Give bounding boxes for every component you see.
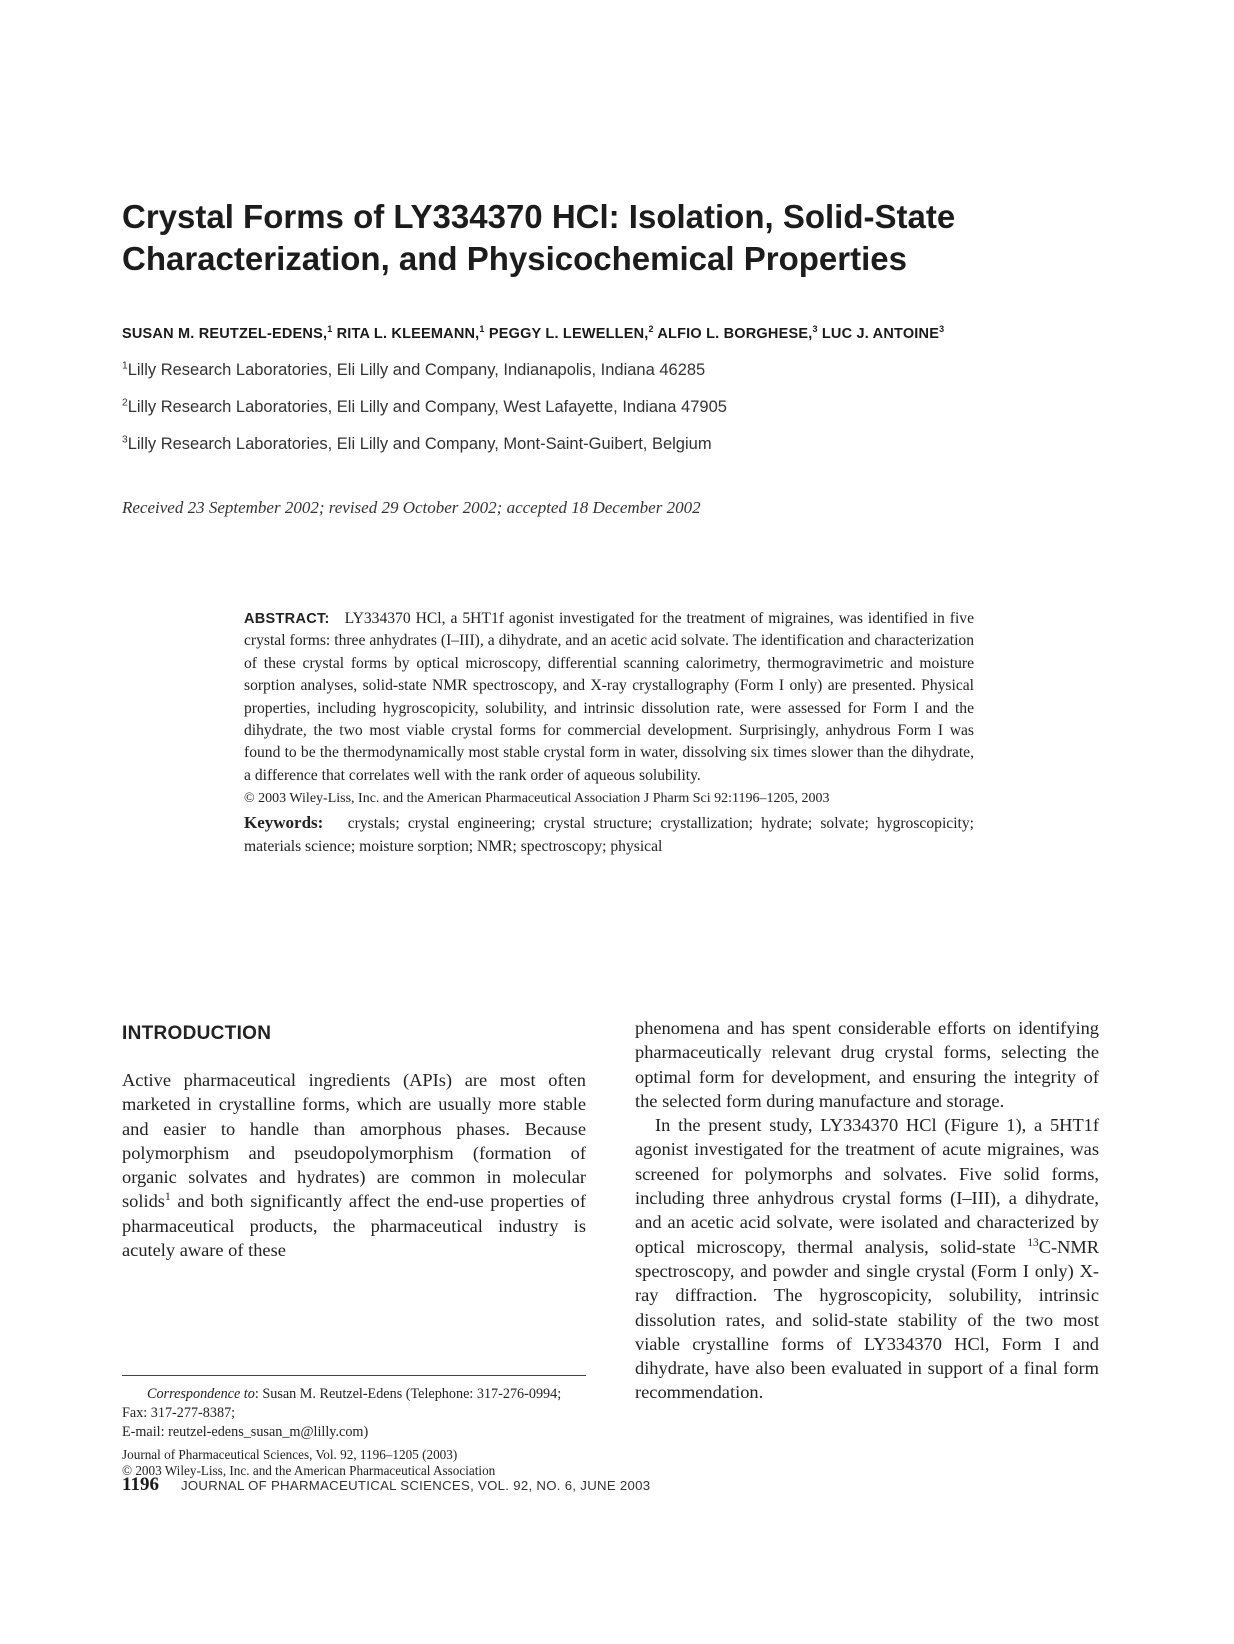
intro-paragraph-2 [635, 1113, 1099, 1405]
author-affiliation-mark: 1 [479, 324, 485, 335]
page-number: 1196 [122, 1474, 159, 1495]
author-affiliation-mark: 2 [648, 324, 654, 335]
author-name: ALFIO L. BORGHESE, [657, 326, 813, 342]
body-text: Active pharmaceutical ingredients (APIs) are most often marketed in crystalline forms, which are usually more stable and easier to handle than amorphous phases. Because polymorphism and pseudopolymorphism (formation of organic solvates and hydrates) are common in molecular solids [122, 1070, 586, 1212]
abstract-copyright: © 2003 Wiley-Liss, Inc. and the American Pharmaceutical Association J Pharm Sci 92:1196–1205, 2003 [244, 791, 830, 807]
affiliation-number: 2 [122, 397, 128, 409]
keywords [244, 812, 974, 858]
correspondence-footnote [122, 1385, 586, 1442]
author-name: SUSAN M. REUTZEL-EDENS, [122, 326, 328, 342]
reference-mark: 1 [164, 1191, 171, 1204]
correspondence-email: E-mail: reutzel-edens_susan_m@lilly.com) [122, 1424, 369, 1440]
author-affiliation-mark: 3 [812, 324, 818, 335]
correspondence-label: Correspondence to [147, 1386, 255, 1402]
isotope-superscript: 13 [1027, 1236, 1039, 1249]
paper-title: Crystal Forms of LY334370 HCl: Isolation, Solid-State Characterization, and Physicochemical Properties [122, 198, 956, 277]
abstract-block [244, 608, 974, 858]
author-list [122, 326, 1122, 342]
body-text: and both significantly affect the end-use properties of pharmaceutical products, the pharmaceutical industry is acutely aware of these [122, 1191, 586, 1261]
correspondence-text: : Susan M. Reutzel-Edens (Telephone: 317-276-0994; Fax: 317-277-8387; [122, 1386, 562, 1421]
running-head: JOURNAL OF PHARMACEUTICAL SCIENCES, VOL. 92, NO. 6, JUNE 2003 [180, 1478, 651, 1493]
keywords-label: Keywords: [244, 813, 324, 833]
received-dates: Received 23 September 2002; revised 29 October 2002; accepted 18 December 2002 [122, 498, 701, 517]
intro-paragraph-1-end [635, 1016, 1099, 1113]
affiliation [122, 361, 705, 380]
left-column [122, 1022, 586, 1262]
body-text: C-NMR spectroscopy, and powder and single crystal (Form I only) X-ray diffraction. The hygroscopicity, solubility, intrinsic dissolution rates, and solid-state stability of the two most viable crystalline forms of LY334370 HCl, Form I and dihydrate, have also been evaluated in support of a final form recommendation. [635, 1236, 1099, 1403]
abstract-label: ABSTRACT: [244, 611, 330, 627]
page-footer [122, 1474, 650, 1496]
author-name: RITA L. KLEEMANN, [336, 326, 480, 342]
journal-copyright: © 2003 Wiley-Liss, Inc. and the American Pharmaceutical Association [122, 1463, 496, 1478]
author-name: PEGGY L. LEWELLEN, [488, 326, 649, 342]
author-affiliation-mark: 3 [939, 324, 945, 335]
right-column [635, 1016, 1099, 1405]
affiliation-text: Lilly Research Laboratories, Eli Lilly and Company, Mont-Saint-Guibert, Belgium [127, 435, 712, 453]
journal-citation: Journal of Pharmaceutical Sciences, Vol. 92, 1196–1205 (2003) [122, 1447, 458, 1462]
keywords-text: crystals; crystal engineering; crystal structure; crystallization; hydrate; solvate; hygroscopicity; materials science; moisture sorption; NMR; spectroscopy; physical [244, 815, 974, 855]
author-name: LUC J. ANTOINE [821, 326, 940, 342]
affiliation [122, 398, 727, 417]
affiliation [122, 435, 712, 454]
abstract-text: LY334370 HCl, a 5HT1f agonist investigated for the treatment of migraines, was identified in five crystal forms: three anhydrates (I–III), a dihydrate, and an acetic acid solvate. The identification and characterization of these crystal forms by optical microscopy, differential scanning calorimetry, thermogravimetric and moisture sorption analyses, solid-state NMR spectroscopy, and X-ray crystallography (Form I only) are presented. Physical properties, including hygroscopicity, solubility, and intrinsic dissolution rate, were assessed for Form I and the dihydrate, the two most viable crystal forms for commercial development. Surprisingly, anhydrous Form I was found to be the thermodynamically most stable crystal form in water, dissolving six times slower than the dihydrate, a difference that correlates well with the rank order of aqueous solubility. [244, 610, 974, 784]
affiliation-number: 3 [122, 434, 128, 446]
affiliation-text: Lilly Research Laboratories, Eli Lilly and Company, Indianapolis, Indiana 46285 [127, 361, 706, 379]
body-text: In the present study, LY334370 HCl (Figure 1), a 5HT1f agonist investigated for the treatment of acute migraines, was screened for polymorphs and solvates. Five solid forms, including three anhydrous crystal forms (I–III), a dihydrate, and an acetic acid solvate, were isolated and characterized by optical microscopy, thermal analysis, solid-state [635, 1115, 1099, 1257]
affiliation-number: 1 [122, 360, 128, 372]
affiliation-text: Lilly Research Laboratories, Eli Lilly and Company, West Lafayette, Indiana 47905 [127, 398, 727, 416]
abstract-paragraph [244, 608, 974, 787]
body-text: phenomena and has spent considerable efforts on identifying pharmaceutically relevant drug crystal forms, selecting the optimal form for development, and ensuring the integrity of the selected form during manufacture and storage. [635, 1018, 1099, 1111]
footnote-rule [122, 1375, 586, 1376]
author-affiliation-mark: 1 [327, 324, 333, 335]
intro-paragraph-1-start [122, 1068, 586, 1262]
section-heading: INTRODUCTION [122, 1023, 272, 1044]
